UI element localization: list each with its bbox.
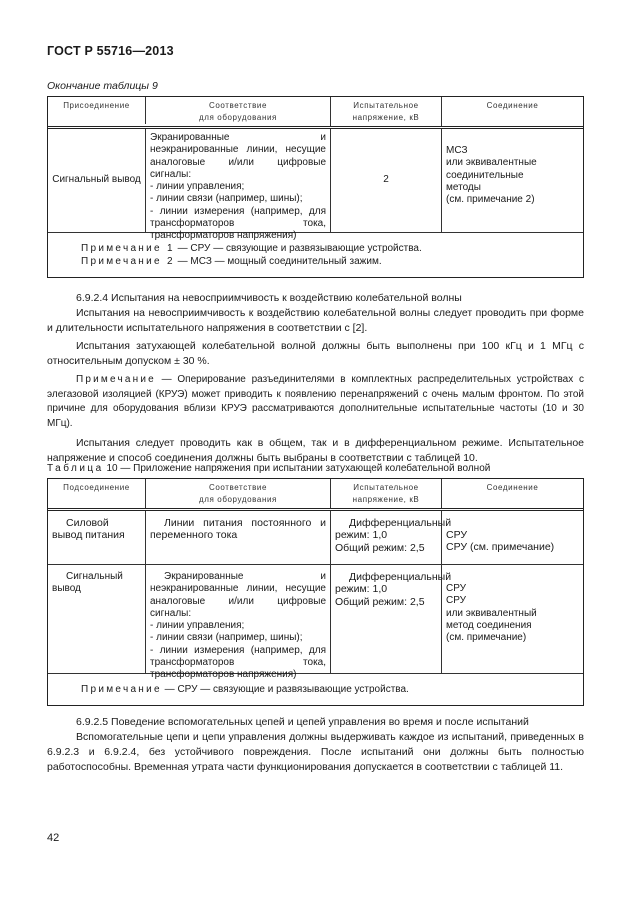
coupling-line: (см. примечание 2) — [446, 194, 535, 206]
table9-col-coupling: Соединение — [486, 101, 539, 110]
paragraph: Вспомогательные цепи и цепи управления должны выдерживать каждое из испытаний, приведенных в 6.9.2.3 и 6.9.2.4, без устойчивого повреждения. После испытаний они должны быть полностью работоспособны. Временная утрата части функционирования допускается в соответствии с таблицей 11. — [47, 731, 584, 773]
coupling-line: или эквивалентный — [446, 607, 537, 619]
voltage-line: Дифференциальный режим: 1,0 — [335, 517, 452, 542]
section-title: 6.9.2.4 Испытания на невосприимчивость к воздействию колебательной волны — [76, 292, 462, 304]
note-text: — СРУ — связующие и развязывающие устройства. — [174, 243, 422, 254]
caption-label: Таблица — [47, 463, 104, 474]
coupling-line: СРУ — [446, 583, 467, 594]
note-label: Примечание 1 — [81, 243, 175, 254]
page-number: 42 — [47, 832, 60, 844]
cell-connection: Сигнальный вывод — [48, 565, 146, 673]
section-title: 6.9.2.5 Поведение вспомогательных цепей и цепей управления во время и после испытаний — [76, 716, 529, 728]
voltage-line: Общий режим: 2,5 — [335, 595, 425, 608]
compliance-line: - линии связи (например, шины); — [150, 632, 303, 644]
section-6924 — [47, 291, 584, 466]
table10-caption — [47, 463, 490, 474]
table9-col-voltage — [331, 97, 442, 126]
note-label: Примечание 2 — [81, 256, 175, 267]
paragraph: Испытания на невосприимчивость к воздействию колебательной волны следует проводить при форме и длительности испытательного напряжения в соответствии с [2]. — [47, 307, 584, 334]
cell-coupling — [442, 565, 583, 673]
compliance-line: - линии управления; — [150, 620, 245, 632]
compliance-line: - линии измерения (например, для трансформаторов тока, трансформаторов напряжения) — [150, 644, 326, 681]
cell-compliance — [146, 129, 331, 242]
header-line: для оборудования — [198, 112, 277, 122]
table9-col-connection: Присоединение — [48, 97, 146, 124]
note-text: — МСЗ — мощный соединительный зажим. — [174, 256, 382, 267]
table10-col-compliance — [146, 479, 331, 508]
section-note — [47, 373, 584, 431]
connection-text: Сигнальный вывод — [52, 174, 141, 186]
table-9 — [47, 96, 584, 278]
paragraph: Испытания следует проводить как в общем, так и в дифференциальном режиме. Испытательное напряжение и способ соединения должны быть выбраны в соответствии с таблицей 10. — [47, 437, 584, 464]
section-6925 — [47, 715, 584, 775]
header-line: Испытательное — [353, 101, 419, 110]
header-line: Соответствие — [208, 483, 268, 492]
coupling-line: (см. примечание) — [446, 632, 527, 644]
header-line: Испытательное — [353, 483, 419, 492]
coupling-line: СРУ — [446, 595, 467, 607]
compliance-line: - линии управления; — [150, 181, 245, 193]
compliance-line: Экранированные и неэкранированные линии, несущие аналоговые и/или цифровые сигналы: — [150, 132, 326, 180]
compliance-line: - линии измерения (например, для трансформаторов тока, трансформаторов напряжения) — [150, 205, 326, 242]
table10-header-row — [48, 479, 583, 511]
coupling-line: метод соединения — [446, 619, 532, 631]
table-row — [48, 565, 583, 681]
cell-connection: Силовой вывод питания — [48, 511, 146, 564]
compliance-line: - линии связи (например, шины); — [150, 193, 303, 205]
header-line: Соответствие — [208, 101, 268, 110]
table9-caption: Окончание таблицы 9 — [47, 80, 158, 92]
cell-coupling — [442, 129, 583, 232]
header-line: напряжение, кВ — [352, 494, 420, 504]
table10-col-coupling: Соединение — [486, 483, 539, 492]
note-text: — СРУ — связующие и развязывающие устройства. — [161, 684, 409, 695]
table-row — [48, 511, 583, 565]
table9-note-1 — [81, 242, 583, 255]
paragraph: Испытания затухающей колебательной волной должны быть выполнены при 100 кГц и 1 МГц с относительным допуском ± 30 %. — [47, 340, 584, 367]
document-id: ГОСТ Р 55716—2013 — [47, 44, 174, 58]
voltage-line: Общий режим: 2,5 — [335, 541, 425, 554]
header-line: для оборудования — [198, 494, 277, 504]
cell-compliance: Линии питания постоянного и переменного тока — [146, 511, 331, 564]
coupling-line: МСЗ — [446, 145, 468, 156]
compliance-line: Экранированные и неэкранированные линии, несущие аналоговые и/или цифровые сигналы: — [150, 571, 326, 619]
header-line: напряжение, кВ — [352, 112, 420, 122]
cell-connection — [48, 129, 146, 232]
voltage-line: Дифференциальный режим: 1,0 — [335, 571, 452, 596]
caption-text: 10 — Приложение напряжения при испытании затухающей колебательной волной — [103, 463, 491, 474]
note-label: Примечание — [76, 374, 156, 385]
table-row — [48, 129, 583, 242]
cell-voltage — [331, 511, 452, 564]
voltage-value: 2 — [383, 174, 389, 186]
note-text: — Оперирование разъединителями в комплектных распределительных устройствах с элегазовой изоляцией (КРУЭ) может приводить к появлению перенапряжений с очень малым фронтом. По этой причине для оборудования вблизи КРУЭ рассматриваются дополнительные испытательные частоты (10 и 30 МГц). — [47, 374, 584, 429]
coupling-line: методы — [446, 181, 481, 193]
coupling-line: СРУ (см. примечание) — [446, 541, 555, 554]
table10-col-connection: Подсоединение — [48, 479, 146, 508]
note-label: Примечание — [81, 684, 162, 695]
table9-col-compliance — [146, 97, 331, 126]
coupling-line: или эквивалентные — [446, 157, 537, 169]
table10-col-voltage — [331, 479, 442, 508]
cell-compliance — [146, 565, 331, 681]
cell-voltage — [331, 129, 442, 232]
cell-voltage — [331, 565, 452, 673]
table-10 — [47, 478, 584, 706]
coupling-line: соединительные — [446, 169, 524, 181]
cell-coupling — [442, 511, 583, 564]
table9-note-2 — [81, 255, 583, 268]
table9-header-row — [48, 97, 583, 129]
coupling-line: СРУ — [446, 529, 468, 541]
